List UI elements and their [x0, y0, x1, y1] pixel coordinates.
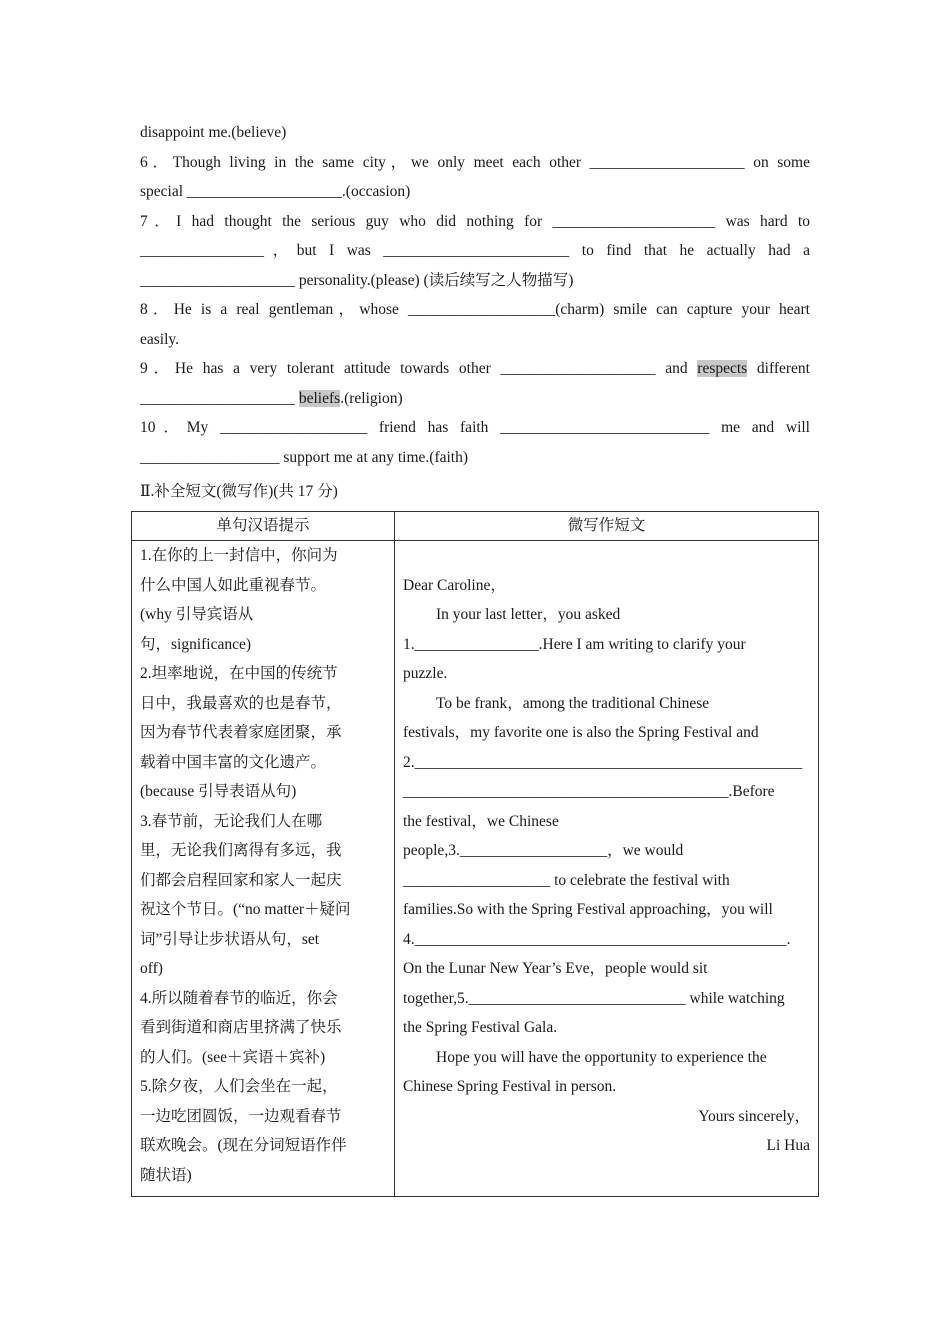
essay-closing: Yours sincerely， [698, 1107, 810, 1125]
essay-line: puzzle. [403, 665, 448, 682]
essay-signature: Li Hua [766, 1137, 810, 1154]
q9-hint: .(religion) [340, 389, 403, 407]
exercise-line: disappoint me.(believe) [140, 124, 287, 141]
writing-table [131, 511, 819, 1197]
question-9-line-2 [140, 384, 810, 414]
q9-blank: ____________________ [140, 389, 299, 407]
highlight-respects: respects [697, 360, 748, 377]
essay-line: To be frank，among the traditional Chinese [436, 694, 710, 712]
hint-line: 联欢晚会。(现在分词短语作伴 [140, 1137, 347, 1154]
essay-line: people,3.___________________，we would [403, 842, 684, 859]
essay-line: ___________________ to celebrate the festival with [403, 871, 730, 889]
q9-text: 9．He has a very tolerant attitude towards other ____________________ and [140, 360, 698, 377]
essay-line: In your last letter，you asked [436, 606, 621, 623]
essay-line: 2.__________________________________________________ [403, 753, 803, 771]
hint-line: (why 引导宾语从 [140, 606, 254, 623]
question-7-line-3: ____________________ personality.(please) (读后续写之人物描写) [140, 271, 574, 289]
question-7-line-2: ________________，but I was ________________________ to find that he actually had a [140, 242, 810, 259]
essay-line: festivals，my favorite one is also the Spring Festival and [403, 724, 759, 741]
essay-line: On the Lunar New Year’s Eve，people would sit [403, 960, 708, 977]
hint-line: 5.除夕夜，人们会坐在一起， [140, 1078, 338, 1095]
question-7-line-1: 7．I had thought the serious guy who did nothing for _____________________ was hard to [140, 212, 810, 230]
section-heading: Ⅱ.补全短文(微写作)(共 17 分) [140, 483, 338, 500]
hint-line: 看到街道和商店里挤满了快乐 [140, 1019, 342, 1036]
table-body-row [132, 541, 819, 1197]
hint-line: 因为春节代表着家庭团聚，承 [140, 724, 342, 741]
col-header-essay: 微写作短文 [395, 512, 819, 541]
question-6-line-2: special ____________________.(occasion) [140, 183, 411, 200]
hint-line: 载着中国丰富的文化遗产。 [140, 753, 327, 771]
hint-line: 3.春节前，无论我们人在哪 [140, 812, 323, 830]
question-6-line-1: 6．Though living in the same city，we only meet each other ____________________ on some [140, 153, 810, 171]
hints-cell [132, 541, 395, 1197]
essay-cell [395, 541, 819, 1197]
essay-salutation: Dear Caroline， [403, 576, 506, 594]
essay-line: families.So with the Spring Festival approaching，you will [403, 901, 773, 918]
hint-line: 一边吃团圆饭，一边观看春节 [140, 1107, 342, 1125]
essay-line: 4.________________________________________________. [403, 930, 791, 948]
hint-line: 日中，我最喜欢的也是春节， [140, 694, 342, 712]
essay-line: Hope you will have the opportunity to experience the [436, 1048, 767, 1066]
hint-line: 什么中国人如此重视春节。 [140, 576, 327, 594]
question-8-line-1: 8．He is a real gentleman，whose ___________________(charm) smile can capture your heart [140, 301, 810, 318]
hint-line: 4.所以随着春节的临近，你会 [140, 989, 338, 1007]
hint-line: 2.坦率地说，在中国的传统节 [140, 665, 338, 682]
col-header-hints: 单句汉语提示 [132, 512, 395, 541]
question-8-line-2: easily. [140, 330, 180, 348]
question-10-line-1: 10．My ___________________ friend has faith ___________________________ me and will [140, 419, 810, 436]
essay-line: __________________________________________.Before [403, 783, 775, 800]
q9-text-end: different [747, 360, 810, 377]
essay-line: the festival，we Chinese [403, 812, 559, 830]
hint-line: 词”引导让步状语从句，set [140, 930, 320, 948]
exercise-block [140, 118, 810, 472]
hint-line: 的人们。(see＋宾语＋宾补) [140, 1048, 326, 1066]
table-header-row [132, 512, 819, 541]
hint-line: 祝这个节日。(“no matter＋疑问 [140, 901, 351, 918]
essay-line: 1.________________.Here I am writing to clarify your [403, 635, 746, 653]
hint-line: off) [140, 960, 163, 977]
question-10-line-2: __________________ support me at any time.(faith) [140, 448, 469, 466]
essay-line: together,5.____________________________ while watching [403, 989, 785, 1007]
hint-line: (because 引导表语从句) [140, 783, 297, 800]
hint-line: 1.在你的上一封信中，你问为 [140, 547, 338, 564]
essay-line: the Spring Festival Gala. [403, 1019, 558, 1036]
essay-line: Chinese Spring Festival in person. [403, 1078, 617, 1095]
question-9-line-1 [140, 354, 810, 384]
hint-line: 们都会启程回家和家人一起庆 [140, 871, 342, 889]
hint-line: 里，无论我们离得有多远，我 [140, 842, 342, 859]
hint-line: 句，significance) [140, 635, 252, 653]
highlight-beliefs: beliefs [298, 389, 341, 407]
hint-line: 随状语) [140, 1166, 192, 1184]
